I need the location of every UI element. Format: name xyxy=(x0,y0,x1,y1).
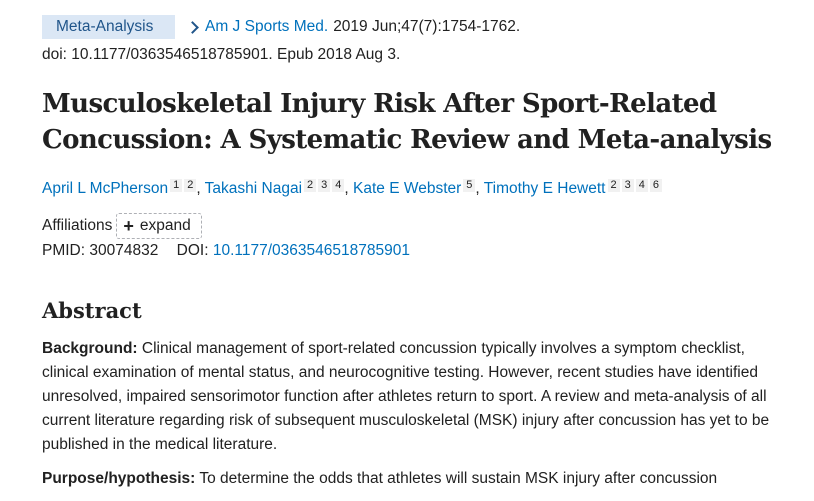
pmid-label: PMID: xyxy=(42,242,86,259)
journal-link[interactable]: Am J Sports Med. xyxy=(205,18,329,35)
affiliation-ref[interactable]: 3 xyxy=(622,179,634,192)
author-link[interactable]: April L McPherson xyxy=(42,180,169,197)
purpose-text: To determine the odds that athletes will sustain MSK injury after concussion xyxy=(199,470,718,487)
affiliations-label: Affiliations xyxy=(42,217,113,234)
abstract-body xyxy=(42,337,777,501)
author-link[interactable]: Timothy E Hewett xyxy=(483,180,606,197)
affiliation-ref[interactable]: 2 xyxy=(184,179,196,192)
background-text: Clinical management of sport-related concussion typically involves a symptom checklist, clinical examination of mental status, and neurocognitive testing. However, recent studies have identified unresolved, impaired sensorimotor function after athletes return to sport. A review and meta-analysis of all current literature regarding risk of subsequent musculoskeletal (MSK) injury after concussion has yet to be published in the medical literature. xyxy=(42,340,770,453)
affiliation-ref[interactable]: 6 xyxy=(650,179,662,192)
pmid-value: 30074832 xyxy=(89,242,159,259)
article-type-badge: Meta-Analysis xyxy=(42,15,175,39)
doi-label: DOI: xyxy=(176,242,209,259)
affiliation-ref[interactable]: 4 xyxy=(636,179,648,192)
affiliation-ref[interactable]: 5 xyxy=(463,179,475,192)
article-title: Musculoskeletal Injury Risk After Sport-Related Concussion: A Systematic Review and Meta-analysis xyxy=(42,89,772,155)
affiliations-row xyxy=(42,212,202,240)
expand-label: expand xyxy=(139,217,191,234)
affiliation-ref[interactable]: 4 xyxy=(332,179,344,192)
citation-line xyxy=(42,15,520,39)
expand-affiliations-button[interactable] xyxy=(116,213,201,239)
abstract-heading: Abstract xyxy=(42,298,142,323)
doi-epub-line: doi: 10.1177/0363546518785901. Epub 2018 Aug 3. xyxy=(42,46,401,63)
doi-link[interactable]: 10.1177/0363546518785901 xyxy=(212,242,410,259)
affiliation-ref[interactable]: 2 xyxy=(608,179,620,192)
citation-details: 2019 Jun;47(7):1754-1762. xyxy=(333,18,521,35)
identifiers-row xyxy=(42,242,410,260)
author-list: April L McPherson 1 2 , Takashi Nagai 2 3 4 , Kate E Webster 5 , Timothy E Hewett 2 3 4 6 xyxy=(42,179,662,198)
author-link[interactable]: Kate E Webster xyxy=(353,180,462,197)
affiliation-ref[interactable]: 2 xyxy=(304,179,316,192)
author-link[interactable]: Takashi Nagai xyxy=(204,180,303,197)
purpose-label: Purpose/hypothesis: xyxy=(42,470,196,487)
chevron-right-icon xyxy=(186,21,199,34)
plus-icon: + xyxy=(123,216,134,236)
abstract-purpose xyxy=(42,467,777,491)
abstract-background xyxy=(42,337,777,457)
affiliation-ref[interactable]: 1 xyxy=(170,179,182,192)
background-label: Background: xyxy=(42,340,138,357)
affiliation-ref[interactable]: 3 xyxy=(318,179,330,192)
